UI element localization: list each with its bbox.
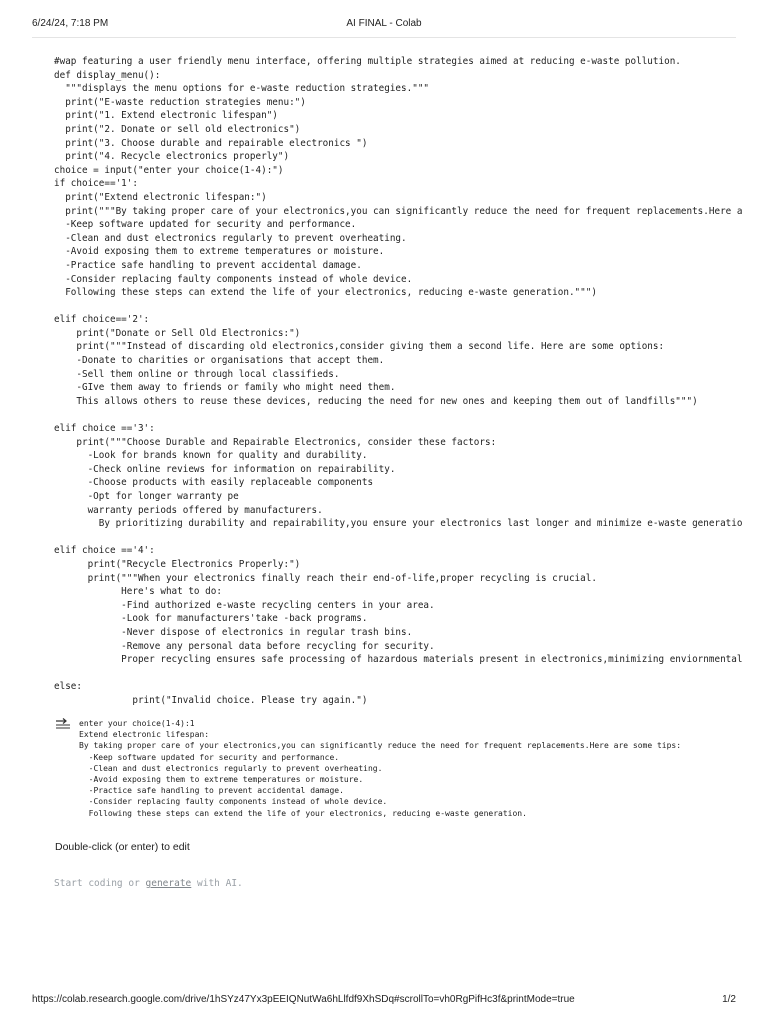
code-line: print("""By taking proper care of your electronics,you can significantly reduce the need for frequent replacements.Here a	[54, 205, 743, 217]
code-line: -Clean and dust electronics regularly to prevent overheating.	[54, 232, 407, 244]
code-line: -Remove any personal data before recycling for security.	[54, 640, 435, 652]
markdown-edit-hint[interactable]: Double-click (or enter) to edit	[55, 841, 190, 853]
code-line: This allows others to reuse these devices, reducing the need for new ones and keeping them out of landfills""")	[54, 395, 698, 407]
empty-cell-suffix: with AI.	[191, 878, 243, 889]
code-cell[interactable]	[54, 55, 744, 708]
generate-link[interactable]: generate	[145, 878, 192, 889]
code-line: Proper recycling ensures safe processing of hazardous materials present in electronics,minimizing enviornmental	[54, 654, 743, 666]
code-line	[54, 667, 744, 681]
code-line: print("Extend electronic lifespan:")	[54, 191, 267, 203]
code-line: warranty periods offered by manufacturers.	[54, 504, 323, 516]
code-line	[54, 300, 744, 314]
output-line: By taking proper care of your electronics,you can significantly reduce the need for frequent replacements.Here are some tips:	[79, 741, 682, 751]
code-line: if choice=='1':	[54, 178, 138, 190]
code-line: -Choose products with easily replaceable components	[54, 477, 374, 489]
code-line: -Donate to charities or organisations that accept them.	[54, 355, 385, 367]
output-line: -Keep software updated for security and performance.	[79, 752, 340, 762]
empty-cell-prefix: Start coding or	[54, 878, 146, 889]
output-line: -Clean and dust electronics regularly to prevent overheating.	[79, 763, 383, 773]
code-line	[54, 408, 744, 422]
code-line: else:	[54, 681, 82, 693]
header-divider	[32, 37, 736, 38]
code-line: Here's what to do:	[54, 586, 222, 598]
code-line: def display_menu():	[54, 69, 161, 81]
code-line: elif choice=='2':	[54, 314, 150, 326]
code-line: -Find authorized e-waste recycling centers in your area.	[54, 599, 435, 611]
code-line: -Opt for longer warranty pe	[54, 491, 239, 502]
code-line: -Avoid exposing them to extreme temperatures or moisture.	[54, 246, 385, 258]
code-line: -Look for manufacturers'take -back programs.	[54, 613, 368, 625]
code-line: -Look for brands known for quality and durability.	[54, 450, 368, 462]
code-line: -GIve them away to friends or family who might need them.	[54, 382, 396, 394]
code-line: -Practice safe handling to prevent accidental damage.	[54, 259, 362, 271]
code-line: print("3. Choose durable and repairable electronics ")	[54, 137, 368, 149]
output-line: -Avoid exposing them to extreme temperatures or moisture.	[79, 774, 364, 784]
code-line: print("Invalid choice. Please try again.")	[54, 694, 368, 706]
code-line: """displays the menu options for e-waste reduction strategies."""	[54, 83, 430, 95]
code-line: elif choice =='3':	[54, 423, 155, 435]
code-line: print("2. Donate or sell old electronics")	[54, 123, 301, 135]
code-line	[54, 531, 744, 545]
code-line: -Never dispose of electronics in regular trash bins.	[54, 626, 413, 638]
page-number: 1/2	[722, 994, 736, 1005]
cell-output	[79, 718, 739, 819]
code-line: print("E-waste reduction strategies menu:")	[54, 96, 306, 108]
code-line: Following these steps can extend the life of your electronics, reducing e-waste generation.""")	[54, 287, 597, 299]
code-line: -Keep software updated for security and performance.	[54, 219, 357, 231]
code-line: -Consider replacing faulty components instead of whole device.	[54, 273, 413, 285]
code-line: -Check online reviews for information on repairability.	[54, 463, 396, 475]
code-line: print("4. Recycle electronics properly")	[54, 151, 290, 163]
code-line: print("""When your electronics finally reach their end-of-life,proper recycling is crucial.	[54, 572, 597, 584]
print-datetime: 6/24/24, 7:18 PM	[32, 18, 109, 29]
output-line: Extend electronic lifespan:	[79, 730, 210, 740]
code-line: elif choice =='4':	[54, 545, 155, 557]
empty-code-cell[interactable]	[54, 878, 243, 889]
footer-url: https://colab.research.google.com/drive/1hSYz47Yx3pEEIQNutWa6hLlfdf9XhSDq#scrollTo=vh0RgPifHc3f&printMode=true	[32, 994, 575, 1005]
code-line: print("1. Extend electronic lifespan")	[54, 110, 278, 122]
code-line: print("Donate or Sell Old Electronics:")	[54, 327, 301, 339]
code-line: print("Recycle Electronics Properly:")	[54, 558, 301, 570]
code-line: By prioritizing durability and repairability,you ensure your electronics last longer and minimize e-waste generatio	[54, 518, 743, 530]
output-arrow-icon[interactable]	[55, 718, 71, 730]
code-line: print("""Instead of discarding old electronics,consider giving them a second life. Here are some options:	[54, 341, 665, 353]
output-line: -Practice safe handling to prevent accidental damage.	[79, 786, 344, 796]
output-line: -Consider replacing faulty components instead of whole device.	[79, 797, 388, 807]
output-line: enter your choice(1-4):1	[79, 719, 195, 728]
code-line: choice = input("enter your choice(1-4):")	[54, 164, 284, 176]
output-line: Following these steps can extend the life of your electronics, reducing e-waste generation.	[79, 808, 527, 818]
code-line: print("""Choose Durable and Repairable Electronics, consider these factors:	[54, 436, 497, 448]
page-title: AI FINAL - Colab	[346, 18, 422, 29]
code-line: -Sell them online or through local classifieds.	[54, 368, 340, 380]
code-line: #wap featuring a user friendly menu interface, offering multiple strategies aimed at reducing e-waste pollution.	[54, 56, 681, 67]
